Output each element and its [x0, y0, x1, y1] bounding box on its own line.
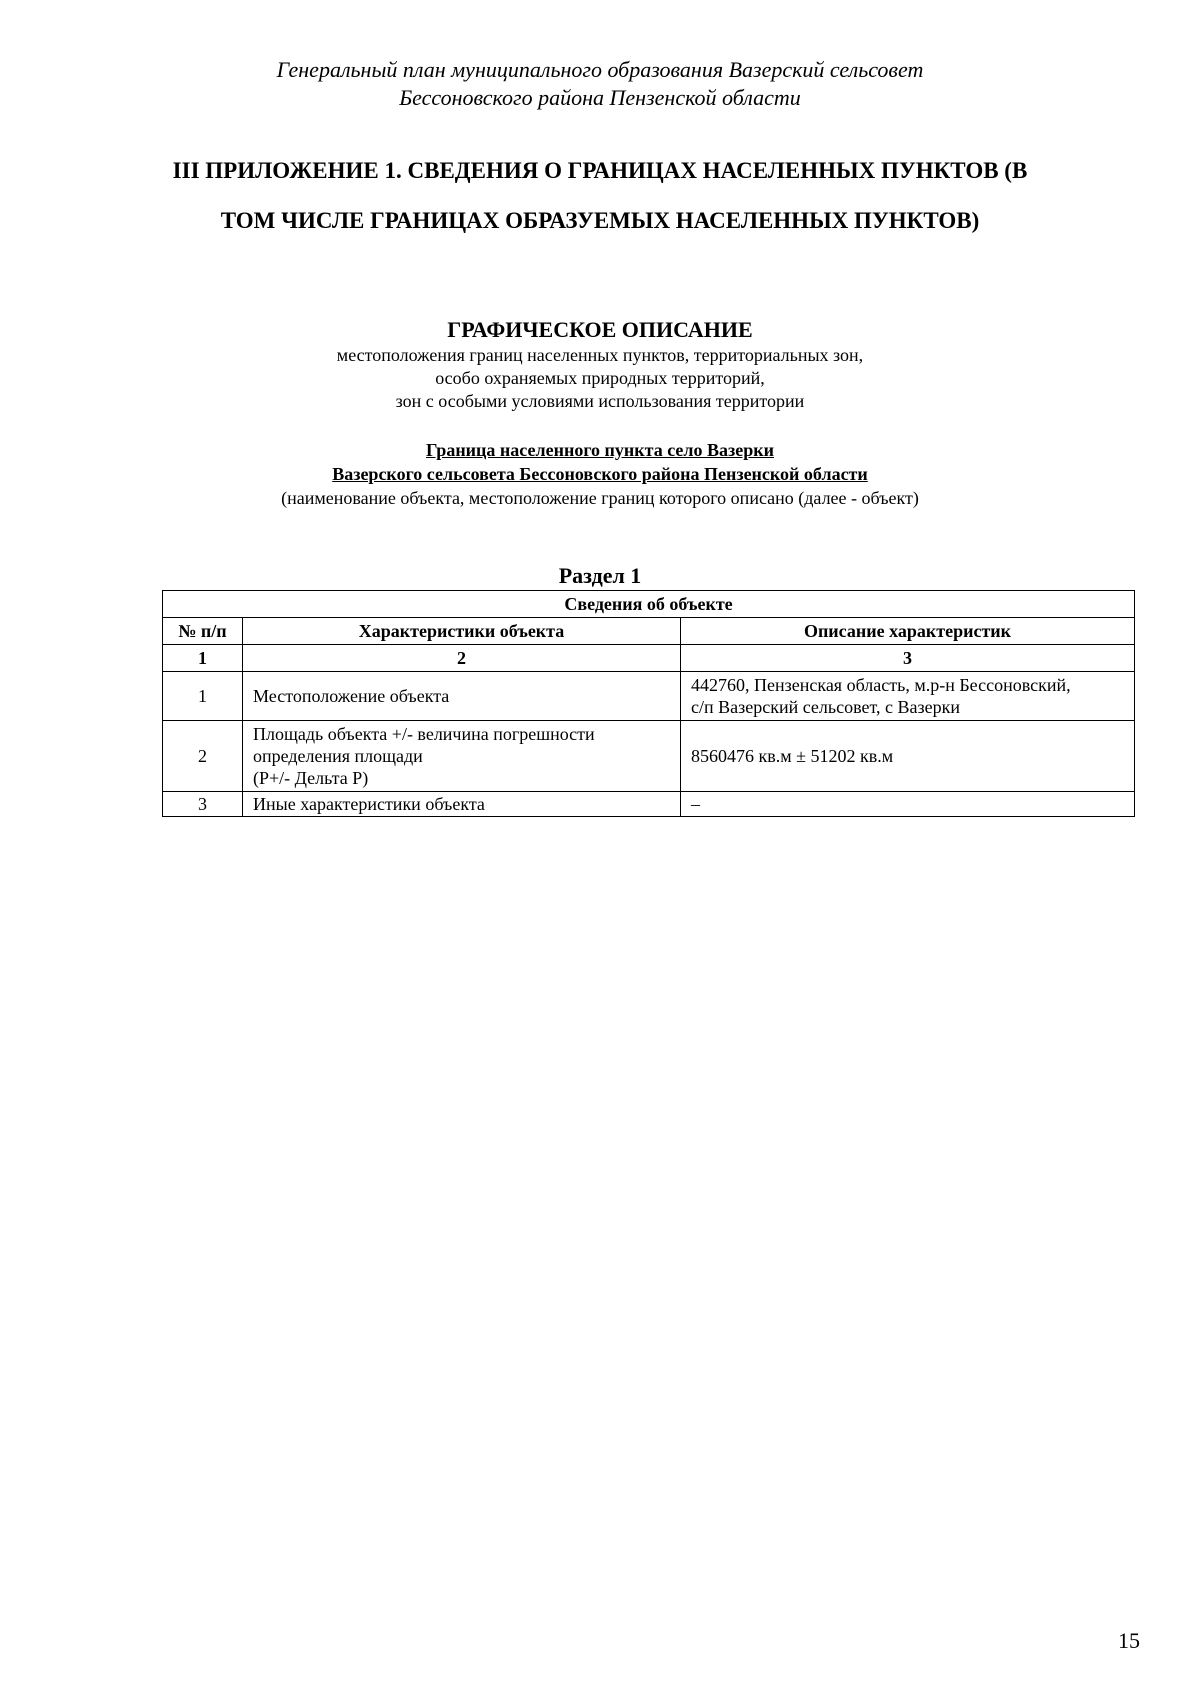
- graphic-description-title: ГРАФИЧЕСКОЕ ОПИСАНИЕ: [447, 317, 753, 342]
- table-numbering-row: [163, 645, 1135, 672]
- column-number: 3: [681, 645, 1135, 672]
- table-caption-row: [163, 591, 1135, 618]
- column-header: № п/п: [163, 618, 243, 645]
- header-line-1: Генеральный план муниципального образования Вазерский сельсовет: [276, 57, 924, 82]
- characteristic-line: (P+/- Дельта P): [253, 768, 369, 788]
- running-header: [0, 56, 1200, 112]
- description-cell: [681, 672, 1135, 721]
- appendix-title: III ПРИЛОЖЕНИЕ 1. СВЕДЕНИЯ О ГРАНИЦАХ НАСЕЛЕННЫХ ПУНКТОВ (В ТОМ ЧИСЛЕ ГРАНИЦАХ ОБРАЗУЕМЫХ НАСЕЛЕННЫХ ПУНКТОВ): [172, 158, 1028, 233]
- characteristic-line: Площадь объекта +/- величина погрешности: [253, 724, 595, 744]
- description-line: 442760, Пензенская область, м.р-н Бессоновский,: [691, 675, 1071, 695]
- header-line-2: Бессоновского района Пензенской области: [399, 85, 801, 110]
- characteristic-line: Иные характеристики объекта: [253, 794, 485, 814]
- graphic-description-line: особо охраняемых природных территорий,: [435, 368, 765, 388]
- object-block: [0, 438, 1200, 510]
- description-line: –: [691, 794, 700, 814]
- table-row: [163, 721, 1135, 792]
- table-row: [163, 672, 1135, 721]
- description-line: с/п Вазерский сельсовет, с Вазерки: [691, 697, 960, 717]
- row-number: 3: [163, 792, 243, 817]
- description-cell: [681, 721, 1135, 792]
- section-title: Раздел 1: [558, 563, 642, 588]
- object-note: (наименование объекта, местоположение границ которого описано (далее - объект): [281, 488, 919, 508]
- characteristic-cell: [243, 721, 681, 792]
- row-number: 1: [163, 672, 243, 721]
- table-caption: Сведения об объекте: [163, 591, 1135, 618]
- description-line: 8560476 кв.м ± 51202 кв.м: [691, 746, 894, 766]
- characteristic-line: Местоположение объекта: [253, 686, 450, 706]
- page-number: 15: [1118, 1628, 1140, 1653]
- table-row: [163, 792, 1135, 817]
- characteristic-cell: [243, 672, 681, 721]
- characteristic-cell: [243, 792, 681, 817]
- column-header: Описание характеристик: [681, 618, 1135, 645]
- graphic-description-block: [0, 316, 1200, 413]
- column-number: 1: [163, 645, 243, 672]
- column-header: Характеристики объекта: [243, 618, 681, 645]
- table-header-row: [163, 618, 1135, 645]
- characteristic-line: определения площади: [253, 746, 423, 766]
- object-name-line-1: Граница населенного пункта село Вазерки: [425, 440, 775, 460]
- object-info-table: [162, 590, 1135, 817]
- graphic-description-line: местоположения границ населенных пунктов, территориальных зон,: [336, 345, 864, 365]
- object-name-line-2: Вазерского сельсовета Бессоновского района Пензенской области: [332, 464, 868, 484]
- graphic-description-line: зон с особыми условиями использования территории: [395, 391, 805, 411]
- row-number: 2: [163, 721, 243, 792]
- description-cell: [681, 792, 1135, 817]
- column-number: 2: [243, 645, 681, 672]
